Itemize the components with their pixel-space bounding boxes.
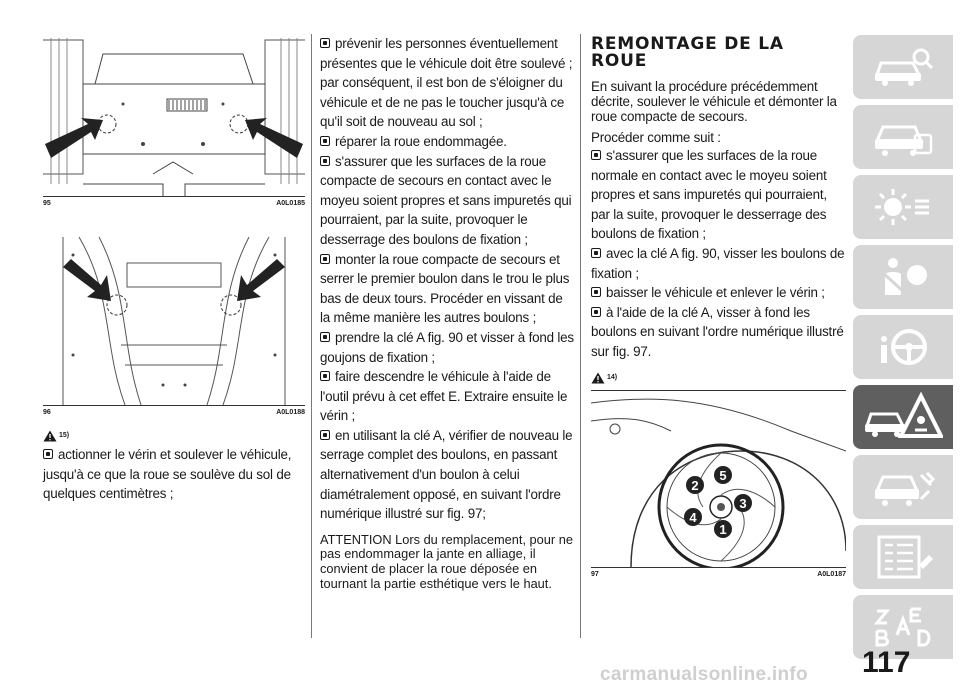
figure-number: 97 xyxy=(591,570,599,578)
intro-text: En suivant la procédure précédemment décrite, soulever le véhicule et démonter la roue compacte de secours. xyxy=(591,79,837,124)
svg-text:1: 1 xyxy=(719,521,727,537)
intro-text-2: Procéder comme suit : xyxy=(591,130,721,145)
bolt-label-4 xyxy=(684,508,702,526)
step-item: faire descendre le véhicule à l'aide de l'outil prévu à cet effet E. Extraire ensuite le vérin ; xyxy=(320,369,568,424)
figure-96-caption xyxy=(43,406,305,416)
step-item: baisser le véhicule et enlever le vérin ; xyxy=(591,283,846,303)
steering-wheel-icon xyxy=(871,325,935,369)
figure-96 xyxy=(43,235,305,406)
step-item: avec la clé A fig. 90, visser les boulons de fixation ; xyxy=(591,245,845,281)
bullet-icon xyxy=(591,287,601,297)
attention-note: ATTENTION Lors du remplacement, pour ne pas endommager la jante en alliage, il convient de placer la roue déposée en tournant la partie esthétique vers le haut. xyxy=(320,531,573,591)
step-item: en utilisant la clé A, vérifier de nouveau le serrage complet des boulons, en passant alternativement d'un boulon à celui diamétralement opposé, en suivant l'ordre numérique illustré sur fig. 97; xyxy=(320,427,573,522)
warning-triangle-icon xyxy=(591,372,605,384)
step-item: prévenir les personnes éventuellement présentes que le véhicule doit être soulevé ; par conséquent, il est bon de s'éloigner du véhicule et de ne pas le toucher jusqu'à ce qu'il soit de nouveau au sol ; xyxy=(320,36,573,130)
emergency-warning-icon xyxy=(863,392,943,442)
step-item: à l'aide de la clé A, visser à fond les boulons en suivant l'ordre numérique illustré sur fig. 97. xyxy=(591,304,844,359)
svg-text:3: 3 xyxy=(739,495,747,511)
lights-icon xyxy=(871,185,935,229)
step-item: actionner le vérin et soulever le véhicule, jusqu'à ce que la roue se soulève du sol de quelques centimètres ; xyxy=(43,447,292,502)
bullet-icon xyxy=(591,307,601,317)
seatbelt-airbag-icon xyxy=(871,255,935,299)
bullet-icon xyxy=(591,150,601,160)
middle-column xyxy=(320,34,574,591)
step-item: réparer la roue endommagée. xyxy=(320,132,574,152)
step-item: prendre la clé A fig. 90 et visser à fond les goujons de fixation ; xyxy=(320,329,574,365)
chapter-tab[interactable] xyxy=(853,35,953,99)
chapter-tab-active[interactable] xyxy=(853,385,953,449)
warning-triangle-icon xyxy=(43,430,57,442)
chapter-tab[interactable] xyxy=(853,245,953,309)
chapter-tab[interactable] xyxy=(853,455,953,519)
car-dashboard-icon xyxy=(871,115,935,159)
warning-ref-number: 14) xyxy=(607,373,618,381)
bullet-icon xyxy=(320,38,330,48)
underbody-rear-illustration xyxy=(43,235,305,405)
bolt-order-labels xyxy=(591,391,846,567)
right-column xyxy=(591,34,846,578)
step-item: s'assurer que les surfaces de la roue compacte de secours en contact avec le moyeu soient propres et sans impuretés qui pourraient, par la suite, provoquer le desserrage des boulons de fixation ; xyxy=(320,153,572,247)
left-column xyxy=(43,34,305,504)
bolt-label-3 xyxy=(734,494,752,512)
car-maintenance-icon xyxy=(871,465,935,509)
page-number: 117 xyxy=(862,646,911,679)
figure-97 xyxy=(591,390,846,568)
chapter-tab[interactable] xyxy=(853,315,953,379)
chapter-tab[interactable] xyxy=(853,175,953,239)
warning-reference xyxy=(591,372,846,384)
bullet-icon xyxy=(320,371,330,381)
bullet-icon xyxy=(320,156,330,166)
bullet-icon xyxy=(320,430,330,440)
warning-ref-number: 15) xyxy=(59,432,70,439)
svg-text:5: 5 xyxy=(719,467,727,483)
column-divider xyxy=(311,34,312,638)
bolt-label-5 xyxy=(714,466,732,484)
alphabetical-index-icon xyxy=(871,605,935,649)
bullet-icon xyxy=(320,332,330,342)
bolt-label-2 xyxy=(686,476,704,494)
figure-code: A0L0188 xyxy=(276,409,305,416)
figure-code: A0L0185 xyxy=(276,200,305,207)
bolt-label-1 xyxy=(714,520,732,538)
svg-text:4: 4 xyxy=(689,509,697,525)
figure-number: 95 xyxy=(43,200,51,207)
figure-code: A0L0187 xyxy=(817,570,846,578)
bullet-icon xyxy=(591,248,601,258)
specifications-icon xyxy=(871,535,935,579)
step-item: monter la roue compacte de secours et serrer le premier boulon dans le trou le plus bas de deux tours. Procéder en vissant de la même manière les autres boulons ; xyxy=(320,251,570,326)
warning-reference xyxy=(43,430,305,442)
chapter-sidebar xyxy=(853,35,953,665)
column-divider xyxy=(580,34,581,638)
figure-number: 96 xyxy=(43,409,51,416)
underbody-front-illustration xyxy=(43,34,305,196)
section-title: REMONTAGE DE LA ROUE xyxy=(591,34,784,71)
watermark: carmanualsonline.info xyxy=(600,664,808,685)
chapter-tab[interactable] xyxy=(853,105,953,169)
chapter-tab[interactable] xyxy=(853,525,953,589)
bullet-icon xyxy=(320,136,330,146)
step-item: s'assurer que les surfaces de la roue normale en contact avec le moyeu soient propres et sans impuretés qui pourraient, par la suite, provoquer le desserrage des boulons de fixation ; xyxy=(591,148,827,242)
svg-text:2: 2 xyxy=(691,477,699,493)
figure-95-caption xyxy=(43,197,305,207)
figure-95 xyxy=(43,34,305,197)
figure-97-caption xyxy=(591,568,846,578)
car-search-icon xyxy=(871,45,935,89)
bullet-icon xyxy=(43,449,53,459)
bullet-icon xyxy=(320,254,330,264)
